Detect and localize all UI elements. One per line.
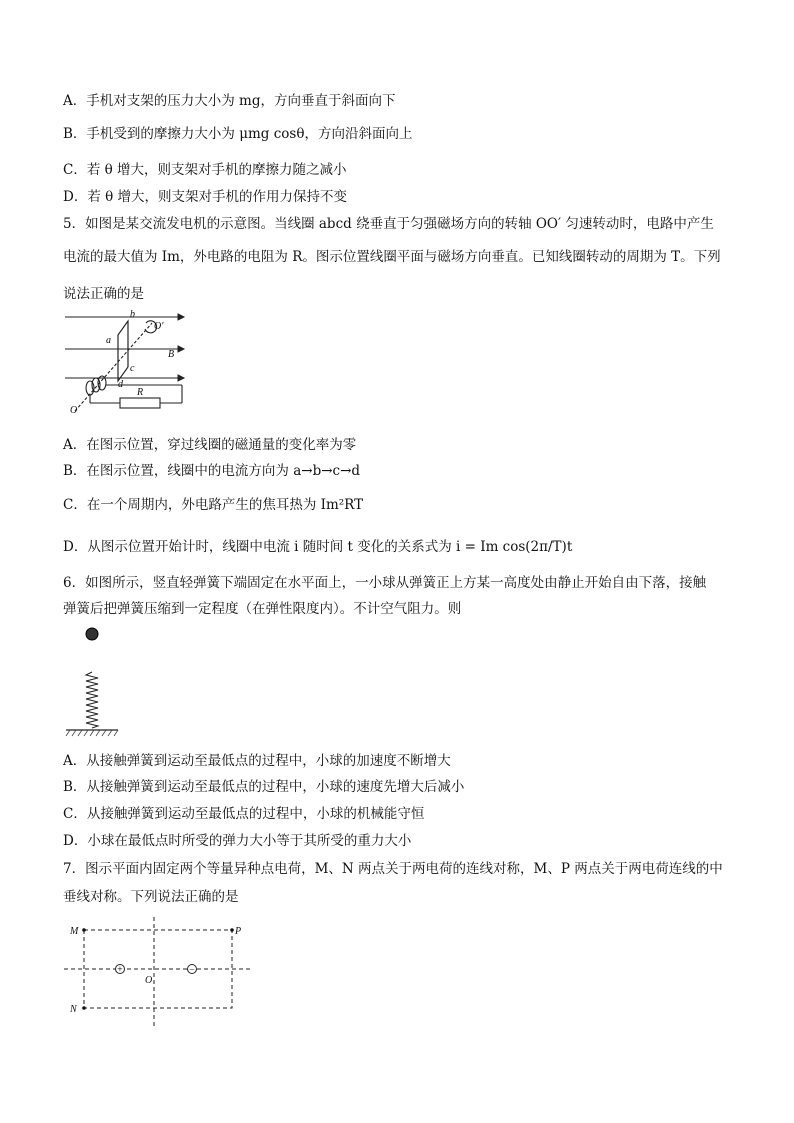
q5-option-c: C．在一个周期内，外电路产生的焦耳热为 Im²RT	[63, 497, 364, 513]
coil-loop	[118, 321, 128, 381]
q4-option-c: C．若 θ 增大，则支架对手机的摩擦力随之减小	[63, 162, 347, 178]
arrow-head	[178, 375, 184, 381]
q5-stem-line1: 5．如图是某交流发电机的示意图。当线圈 abcd 绕垂直于匀强磁场方向的转轴 OO′ 匀速转动时，电路中产生	[63, 216, 714, 232]
q6-stem-line1: 6．如图所示，竖直轻弹簧下端固定在水平面上，一小球从弹簧正上方某一高度处由静止开始自由下落，接触	[63, 575, 707, 591]
charges-diagram	[62, 915, 257, 1030]
label-d: d	[118, 379, 123, 390]
minus-sign: −	[189, 964, 195, 976]
generator-diagram	[60, 305, 190, 427]
plus-sign: +	[117, 964, 123, 976]
q4-option-d: D．若 θ 增大，则支架对手机的作用力保持不变	[63, 189, 348, 205]
q7-stem-line2: 垂线对称。下列说法正确的是	[63, 889, 239, 905]
q5-option-a: A．在图示位置，穿过线圈的磁通量的变化率为零	[63, 437, 357, 453]
q5-option-d: D．从图示位置开始计时，线圈中电流 i 随时间 t 变化的关系式为 i = Im cos(2π/T)t	[63, 539, 573, 555]
arrow-head	[178, 346, 184, 352]
label-m: M	[70, 926, 79, 937]
label-n: N	[70, 1004, 77, 1015]
label-r: R	[137, 387, 144, 398]
point-p	[230, 928, 234, 932]
q4-option-a: A．手机对支架的压力大小为 mg，方向垂直于斜面向下	[63, 93, 396, 109]
q7-stem-line1: 7．图示平面内固定两个等量异种点电荷，M、N 两点关于两电荷的连线对称，M、P 两点关于两电荷连线的中	[63, 861, 723, 877]
label-a: a	[106, 335, 111, 346]
resistor	[120, 398, 160, 408]
label-o: O	[145, 975, 153, 986]
ground-hatch	[66, 730, 118, 736]
q5-stem-line3: 说法正确的是	[63, 286, 144, 302]
label-p: P	[235, 926, 242, 937]
q6-option-c: C．从接触弹簧到运动至最低点的过程中，小球的机械能守恒	[63, 806, 425, 822]
label-field-b: B	[168, 349, 175, 360]
q6-option-d: D．小球在最低点时所受的弹力大小等于其所受的重力大小	[63, 833, 412, 849]
q6-option-a: A．从接触弹簧到运动至最低点的过程中，小球的加速度不断增大	[63, 753, 451, 769]
label-o-prime: O′	[154, 321, 164, 332]
q4-option-b: B．手机受到的摩擦力大小为 μmg cosθ，方向沿斜面向上	[63, 126, 413, 142]
ball	[86, 628, 98, 640]
label-b: b	[130, 309, 135, 320]
q6-option-b: B．从接触弹簧到运动至最低点的过程中，小球的速度先增大后减小	[63, 779, 465, 795]
q5-option-b: B．在图示位置，线圈中的电流方向为 a→b→c→d	[63, 463, 361, 479]
label-c: c	[130, 363, 135, 374]
point-n	[82, 1006, 86, 1010]
q6-stem-line2: 弹簧后把弹簧压缩到一定程度（在弹性限度内）。不计空气阻力。则	[63, 601, 462, 617]
label-o: O	[70, 405, 78, 416]
point-m	[82, 928, 86, 932]
q5-stem-line2: 电流的最大值为 Im，外电路的电阻为 R。图示位置线圈平面与磁场方向垂直。已知线圈转动的周期为 T。下列	[63, 249, 721, 265]
arrow-head	[178, 314, 184, 320]
spring	[86, 672, 98, 728]
spring-ball-diagram	[62, 620, 122, 742]
